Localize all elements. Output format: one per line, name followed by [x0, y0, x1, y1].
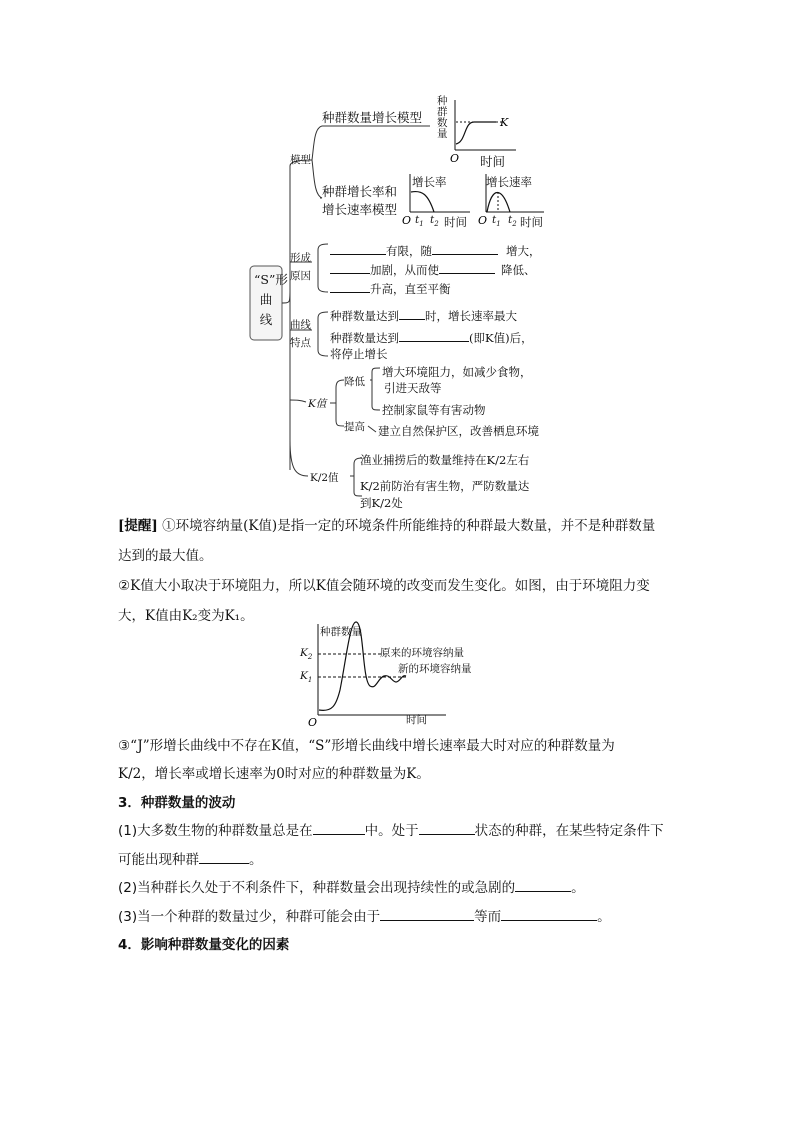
k1-label: $K_1$ [300, 670, 313, 685]
section-3-line-4: (3)当一个种群的数量过少，种群可能会由于 等而 。 [118, 909, 611, 925]
tips-line-6: K/2，增长率或增长速率为0时对应的种群数量为K。 [118, 766, 430, 782]
k-raise-label: 提高 [344, 421, 365, 433]
section-3-line-3: (2)当种群长久处于不利条件下，种群数量会出现持续性的或急剧的 。 [118, 880, 585, 896]
rate-t1: $t_1$ [415, 214, 424, 229]
root-label: “S”形曲线 [254, 272, 288, 327]
blank[interactable] [515, 878, 571, 892]
section-3-heading: 3．种群数量的波动 [118, 795, 236, 811]
blank[interactable] [330, 241, 386, 255]
blank[interactable] [439, 260, 495, 274]
blank[interactable] [419, 821, 475, 835]
branch-cause-2: 原因 [290, 270, 311, 282]
branch-k-value: K值 [308, 398, 327, 410]
tips-label: [提醒] [118, 518, 158, 534]
cause-line-2: 加剧，从而使 降低、 [330, 260, 536, 278]
blank[interactable] [330, 260, 370, 274]
feature-line-3: 将停止增长 [330, 347, 388, 361]
blank[interactable] [313, 821, 365, 835]
k-lower-item-2: 引进天敌等 [384, 381, 442, 395]
blank[interactable] [501, 907, 597, 921]
tips-line-1: [提醒] ①环境容纳量(K值)是指一定的环境条件所能维持的种群最大数量，并不是种群数量 [118, 518, 656, 534]
k-chart-legend-original: 原来的环境容纳量 [380, 647, 464, 659]
cause-line-3: 升高，直至平衡 [330, 279, 451, 297]
k-chart-legend-new: 新的环境容纳量 [398, 663, 472, 675]
blank[interactable] [399, 328, 469, 342]
k-raise-item-1: 建立自然保护区，改善栖息环境 [378, 424, 539, 438]
tips-line-3: ②K值大小取决于环境阻力，所以K值会随环境的改变而发生变化。如图，由于环境阻力变 [118, 578, 650, 594]
branch-feature-2: 特点 [290, 337, 311, 349]
s-curve-y-label: 种群数量 [437, 95, 448, 140]
tips-line-2: 达到的最大值。 [118, 548, 213, 564]
speed-chart-label: 增长速率 [486, 175, 532, 189]
speed-t2: $t_2$ [508, 214, 517, 229]
model-rate-title-1: 种群增长率和 [322, 184, 398, 199]
k-half-item-2: K/2前防治有害生物，严防数量达 [360, 479, 530, 493]
rate-t2: $t_2$ [430, 214, 439, 229]
branch-cause-1: 形成 [290, 252, 311, 264]
s-curve-k-label: K [500, 116, 509, 129]
section-3-line-1: (1)大多数生物的种群数量总是在 中。处于 状态的种群，在某些特定条件下 [118, 823, 664, 839]
blank[interactable] [399, 306, 425, 320]
feature-line-1: 种群数量达到 时，增长速率最大 [330, 306, 517, 324]
k-half-item-3: 到K/2处 [360, 496, 403, 510]
k-chart-x-label: 时间 [406, 714, 427, 726]
speed-t1: $t_1$ [492, 214, 501, 229]
rate-origin: O [402, 214, 412, 227]
rate-chart-label: 增长率 [412, 175, 447, 189]
blank[interactable] [380, 907, 474, 921]
k-lower-label: 降低 [344, 376, 365, 388]
blank[interactable] [330, 279, 370, 293]
rate-time-label: 时间 [444, 215, 467, 229]
k-half-item-1: 渔业捕捞后的数量维持在K/2左右 [360, 453, 530, 467]
k-lower-item-1: 增大环境阻力，如减少食物， [382, 365, 532, 379]
speed-time-label: 时间 [520, 215, 543, 229]
k-chart-y-label: 种群数量 [320, 626, 362, 638]
section-4-heading: 4．影响种群数量变化的因素 [118, 937, 290, 953]
branch-model: 模型 [290, 154, 311, 166]
k-chart-origin: O [308, 716, 318, 729]
blank[interactable] [432, 241, 498, 255]
tips-line-5: ③“J”形增长曲线中不存在K值，“S”形增长曲线中增长速率最大时对应的种群数量为 [118, 738, 615, 754]
k-lower-item-3: 控制家鼠等有害动物 [382, 403, 486, 417]
cause-line-1: 有限，随 增大， [330, 241, 541, 259]
model-growth-title: 种群数量增长模型 [322, 110, 423, 125]
branch-feature-1: 曲线 [290, 319, 311, 331]
section-3-line-2: 可能出现种群 。 [118, 852, 263, 868]
feature-line-2: 种群数量达到 (即K值)后， [330, 328, 533, 346]
blank[interactable] [199, 850, 249, 864]
tips-line-4: 大，K值由K₂变为K₁。 [118, 608, 254, 624]
k2-label: $K_2$ [300, 647, 313, 662]
s-curve-x-label: 时间 [480, 154, 506, 169]
branch-k-half: K/2值 [310, 472, 339, 484]
model-rate-title-2: 增长速率模型 [322, 202, 398, 217]
speed-origin: O [478, 214, 488, 227]
s-curve-origin: O [450, 152, 460, 165]
